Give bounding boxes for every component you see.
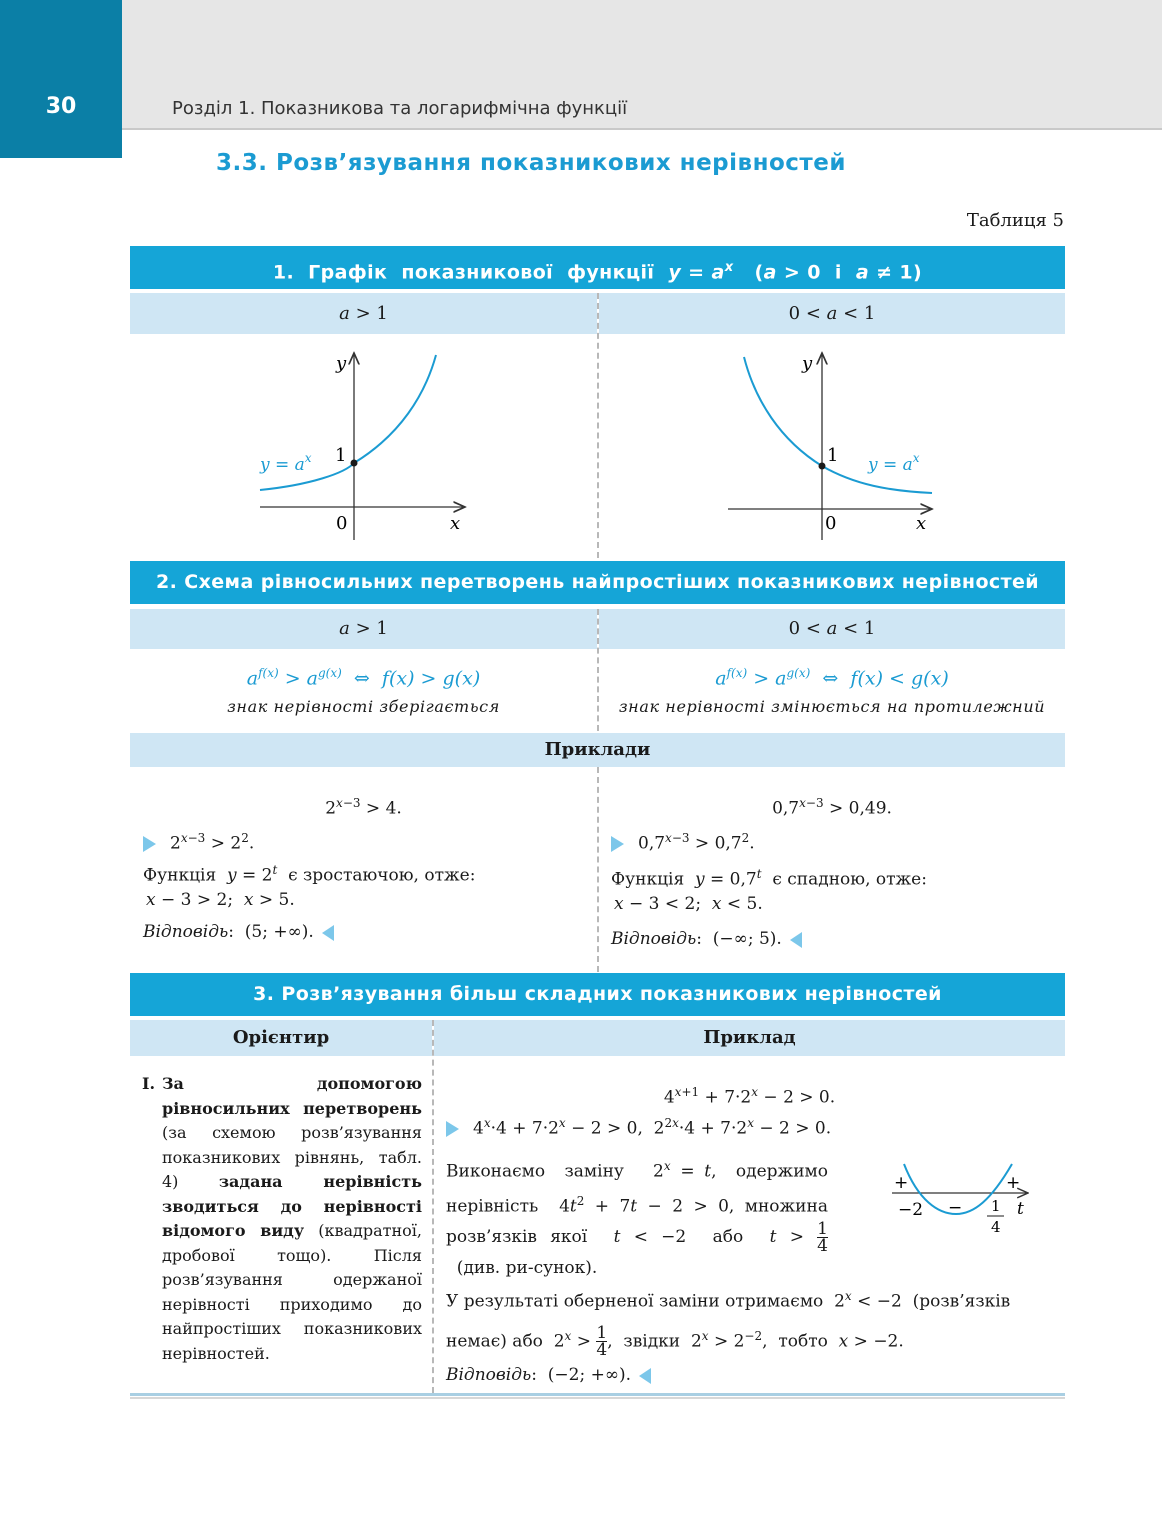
graph-decay [720,345,950,545]
part2-title-bar: 2. Схема рівносильних перетворень найпростіших показникових нерівностей [130,561,1065,604]
point-0-1 [819,463,826,470]
right-example-answer: Відповідь: (−∞; 5). [611,927,802,951]
part3-left-header: Орієнтир [130,1020,432,1056]
part3-title-bar: 3. Розв’язування більш складних показникових нерівностей [130,973,1065,1016]
page-number: 30 [45,94,77,119]
table-label: Таблиця 5 [966,210,1064,231]
orientir-text [142,1072,422,1366]
table-bottom-rule [130,1393,1065,1396]
right-example-line2: Функція $y = 0,7^t$ є спадною, отже: [611,867,927,890]
right-example-step1: $0,7^{x-3} > 0,7^2$. [611,826,755,856]
x-label: x [450,513,461,534]
right-example-line3: x − 3 < 2; x < 5. [614,894,763,914]
part1-title-bar: 1. Графік показникової функції $y = a^x$ (a > 0 і a ≠ 1) [130,246,1065,289]
plus-right: + [1006,1173,1021,1193]
left-example-problem: $2^{x-3} > 4$. [325,796,402,819]
left-scheme-note: знак нерівності зберігається [227,697,500,716]
answer-value: (−∞; 5). [712,929,782,949]
curve-label: $y = a^x$ [260,451,312,475]
chapter-title: Розділ 1. Показникова та логарифмічна функції [172,98,628,119]
start-marker-icon [611,836,624,852]
left-example-step1: $2^{x-3} > 2^2$. [143,826,254,856]
part3-example-step1: $4^x\cdot 4 + 7\cdot 2^x - 2 > 0$, $2^{2x}\cdot 4 + 7\cdot 2^x - 2 > 0$. [446,1111,831,1141]
answer-label: Відповідь [446,1365,532,1385]
root-quarter-num: 1 [991,1197,1001,1215]
part3-example-problem: $4^{x+1} + 7\cdot 2^x - 2 > 0$. [663,1085,836,1108]
graph-growth [250,345,480,545]
orientir-bold2: задана нерівність зводиться до нерівності відомого виду [162,1172,422,1240]
part1-left-header: a > 1 [130,293,597,334]
end-marker-icon [790,932,802,948]
right-scheme-formula: $a^{f(x)} > a^{g(x)}$ ⇔ f(x) < g(x) [715,666,949,690]
left-example-line2: Функція $y = 2^t$ є зростаючою, отже: [143,863,476,886]
start-marker-icon [446,1121,459,1137]
orientir-number: I. [142,1074,156,1093]
end-marker-icon [639,1368,651,1384]
table-bottom-rule-shadow [130,1397,1065,1399]
part2-right-header: 0 < a < 1 [599,609,1065,649]
origin-label: 0 [825,513,837,534]
answer-label: Відповідь [611,929,697,949]
header-rule [122,128,1162,130]
left-example-answer: Відповідь: (5; +∞). [143,920,334,944]
root-minus-2: −2 [898,1200,924,1220]
orientir-block [142,1072,422,1366]
y-label: y [336,353,347,374]
part1-right-header: 0 < a < 1 [599,293,1065,334]
answer-value: (−2; +∞). [547,1365,632,1385]
left-scheme-formula: $a^{f(x)} > a^{g(x)}$ ⇔ f(x) > g(x) [246,666,481,690]
section-title: 3.3. Розв’язування показникових нерівностей [216,150,846,176]
right-scheme-note: знак нерівності змінюється на протилежний [618,697,1046,716]
answer-value: (5; +∞). [244,922,314,942]
minus-sign: − [948,1198,963,1218]
page-number-tab [0,0,122,158]
part3-right-header: Приклад [434,1020,1065,1056]
t-label: t [1017,1199,1024,1219]
root-quarter-den: 4 [991,1218,1001,1236]
part1-divider [597,293,599,558]
start-marker-icon [143,836,156,852]
part3-example-answer: Відповідь: (−2; +∞). [446,1363,651,1387]
point-0-1 [351,460,358,467]
one-label: 1 [335,445,347,466]
end-marker-icon [322,925,334,941]
left-example-line3: x − 3 > 2; x > 5. [146,890,295,910]
orientir-text1: (за схемою розв’язування показникових рівнянь, табл. 4) [162,1123,422,1191]
part3-example-p2: У результаті оберненої заміни отримаємо $2^x < -2$ (розв’язків немає) або $2^x$ > $\frac{1}{4}$ , звідки $2^x > 2^{-2}$, тобто x > −2. [446,1289,1011,1361]
one-label: 1 [827,445,839,466]
part2-left-header: a > 1 [130,609,597,649]
orientir-bold1: За допомогою рівносильних перетворень [162,1074,422,1118]
y-label: y [802,353,813,374]
plus-left: + [894,1173,909,1193]
sign-diagram [886,1160,1046,1240]
examples-header: Приклади [130,733,1065,767]
curve-label: $y = a^x$ [868,451,920,475]
part3-example-p1: Виконаємо заміну $2^x = t$, одержимо нерівність $4t^2 + 7t - 2 > 0$, множина розв’язків якої t < −2 або t > $\frac{1}{4}$ (див. ри-сунок). [446,1159,828,1279]
part3-divider [432,1020,434,1393]
origin-label: 0 [336,513,348,534]
x-label: x [916,513,927,534]
right-example-problem: $0,7^{x-3} > 0,49$. [772,796,892,819]
part1-title-a: 1. Графік показникової функції [272,261,669,284]
answer-label: Відповідь [143,922,229,942]
orientir-text2: (квадратної, дробової тощо). Після розв’язування одержаної нерівності приходимо до найпростіших показникових нерівностей. [162,1221,422,1363]
